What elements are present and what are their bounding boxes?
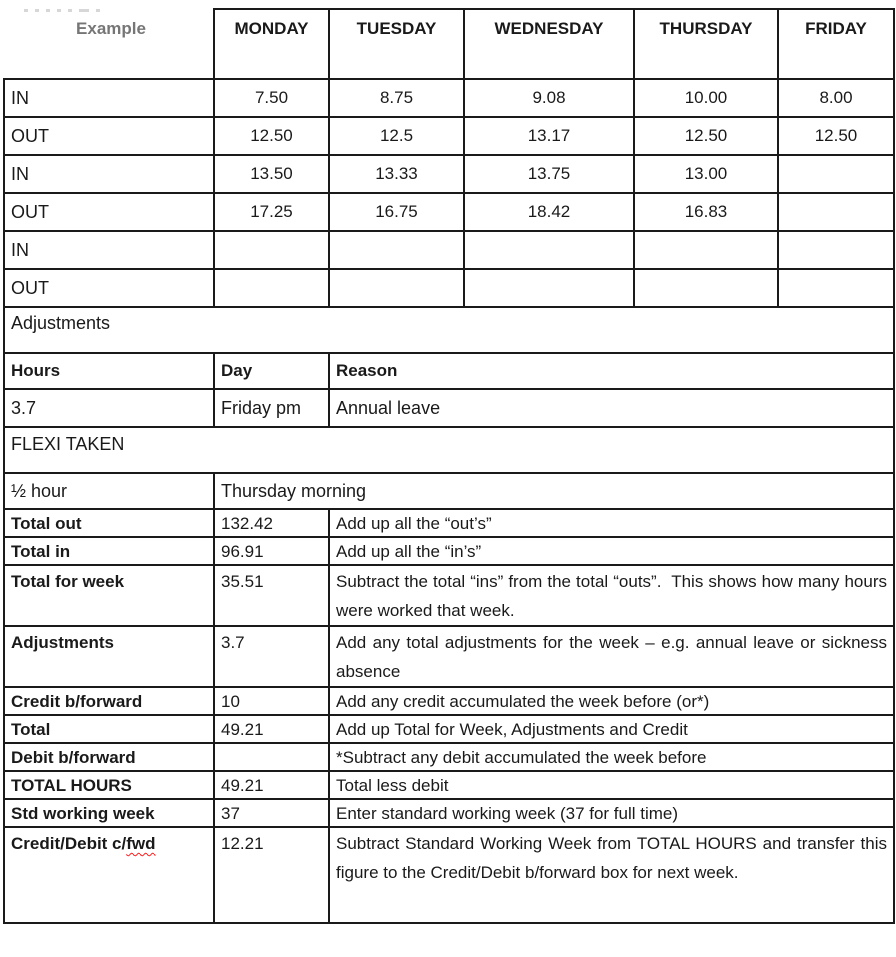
time-cell <box>329 269 464 307</box>
day-header-wednesday: WEDNESDAY <box>464 9 634 79</box>
flexi-taken-label: FLEXI TAKEN <box>4 427 894 473</box>
table-row <box>4 79 894 117</box>
day-header-monday: MONDAY <box>214 9 329 79</box>
time-cell: 16.83 <box>634 193 778 231</box>
adjustment-hours: 3.7 <box>4 389 214 427</box>
summary-row-total <box>4 715 894 743</box>
time-cell <box>634 231 778 269</box>
reason-column-header: Reason <box>329 353 894 389</box>
summary-row-label: Credit b/forward <box>4 687 214 715</box>
adjustments-section-label: Adjustments <box>4 307 894 353</box>
table-row <box>4 231 894 269</box>
in-out-label: OUT <box>4 269 214 307</box>
in-out-label: IN <box>4 79 214 117</box>
spellcheck-squiggle-text: fwd <box>126 834 156 853</box>
summary-row-value: 49.21 <box>214 715 329 743</box>
summary-row-value: 37 <box>214 799 329 827</box>
summary-row-adjustments <box>4 626 894 687</box>
summary-row-label: Debit b/forward <box>4 743 214 771</box>
cropped-text-artifact <box>24 9 100 12</box>
summary-row-label <box>4 827 214 923</box>
summary-row-description: Add up Total for Week, Adjustments and Credit <box>329 715 894 743</box>
summary-row-label: Std working week <box>4 799 214 827</box>
in-out-label: IN <box>4 231 214 269</box>
time-cell: 18.42 <box>464 193 634 231</box>
table-row <box>4 193 894 231</box>
adjustments-section-row <box>4 307 894 353</box>
summary-row-total-hours <box>4 771 894 799</box>
time-cell <box>214 269 329 307</box>
summary-row-credit-debit-cfwd <box>4 827 894 923</box>
summary-row-label: Total for week <box>4 565 214 626</box>
summary-row-value: 3.7 <box>214 626 329 687</box>
time-cell <box>329 231 464 269</box>
time-cell <box>778 155 894 193</box>
summary-row-description: Add up all the “out’s” <box>329 509 894 537</box>
table-row <box>4 269 894 307</box>
day-header-friday: FRIDAY <box>778 9 894 79</box>
summary-row-description: Enter standard working week (37 for full time) <box>329 799 894 827</box>
summary-row-description: Total less debit <box>329 771 894 799</box>
time-cell <box>778 231 894 269</box>
time-cell: 7.50 <box>214 79 329 117</box>
time-cell: 13.50 <box>214 155 329 193</box>
summary-row-debit-bforward <box>4 743 894 771</box>
summary-row-value: 12.21 <box>214 827 329 923</box>
time-cell: 16.75 <box>329 193 464 231</box>
time-cell: 12.5 <box>329 117 464 155</box>
adjustments-entry-row <box>4 389 894 427</box>
time-cell: 17.25 <box>214 193 329 231</box>
time-cell <box>634 269 778 307</box>
flexi-when: Thursday morning <box>214 473 894 509</box>
time-cell: 8.75 <box>329 79 464 117</box>
summary-row-total-out <box>4 509 894 537</box>
flexi-taken-row <box>4 427 894 473</box>
summary-row-total-for-week <box>4 565 894 626</box>
time-cell: 13.00 <box>634 155 778 193</box>
summary-row-value: 10 <box>214 687 329 715</box>
time-cell: 13.75 <box>464 155 634 193</box>
flexi-amount: ½ hour <box>4 473 214 509</box>
time-cell: 8.00 <box>778 79 894 117</box>
adjustments-header-row <box>4 353 894 389</box>
time-cell <box>464 231 634 269</box>
summary-row-label: Adjustments <box>4 626 214 687</box>
time-cell: 13.17 <box>464 117 634 155</box>
summary-row-value <box>214 743 329 771</box>
summary-row-label: Total out <box>4 509 214 537</box>
time-cell <box>464 269 634 307</box>
adjustment-day: Friday pm <box>214 389 329 427</box>
summary-row-description: Add any credit accumulated the week before (or*) <box>329 687 894 715</box>
summary-row-credit-bforward <box>4 687 894 715</box>
summary-row-value: 132.42 <box>214 509 329 537</box>
summary-row-description: Add up all the “in’s” <box>329 537 894 565</box>
time-cell: 12.50 <box>778 117 894 155</box>
adjustment-reason: Annual leave <box>329 389 894 427</box>
hours-column-header: Hours <box>4 353 214 389</box>
time-cell: 13.33 <box>329 155 464 193</box>
summary-row-value: 96.91 <box>214 537 329 565</box>
day-header-thursday: THURSDAY <box>634 9 778 79</box>
example-label: Example <box>4 9 214 79</box>
day-header-tuesday: TUESDAY <box>329 9 464 79</box>
summary-row-total-in <box>4 537 894 565</box>
flexi-entry-row <box>4 473 894 509</box>
time-cell: 9.08 <box>464 79 634 117</box>
time-cell <box>214 231 329 269</box>
summary-row-description: Add any total adjustments for the week – e.g. annual leave or sickness absence <box>329 626 894 687</box>
time-cell <box>778 193 894 231</box>
time-cell <box>778 269 894 307</box>
in-out-label: OUT <box>4 117 214 155</box>
time-cell: 12.50 <box>214 117 329 155</box>
summary-row-value: 35.51 <box>214 565 329 626</box>
in-out-label: IN <box>4 155 214 193</box>
table-row <box>4 155 894 193</box>
in-out-label: OUT <box>4 193 214 231</box>
summary-row-value: 49.21 <box>214 771 329 799</box>
summary-row-description: Subtract the total “ins” from the total “outs”. This shows how many hours were worked that week. <box>329 565 894 626</box>
time-cell: 12.50 <box>634 117 778 155</box>
summary-row-description: *Subtract any debit accumulated the week before <box>329 743 894 771</box>
summary-row-std-working-week <box>4 799 894 827</box>
timesheet-table <box>3 8 895 924</box>
summary-row-label: TOTAL HOURS <box>4 771 214 799</box>
summary-row-label-text: Credit/Debit c/ <box>11 834 127 853</box>
table-row <box>4 117 894 155</box>
day-column-header: Day <box>214 353 329 389</box>
day-header-row <box>4 9 894 79</box>
summary-row-description: Subtract Standard Working Week from TOTAL HOURS and transfer this figure to the Credit/Debit b/forward box for next week. <box>329 827 894 923</box>
time-cell: 10.00 <box>634 79 778 117</box>
summary-row-label: Total <box>4 715 214 743</box>
summary-row-label: Total in <box>4 537 214 565</box>
